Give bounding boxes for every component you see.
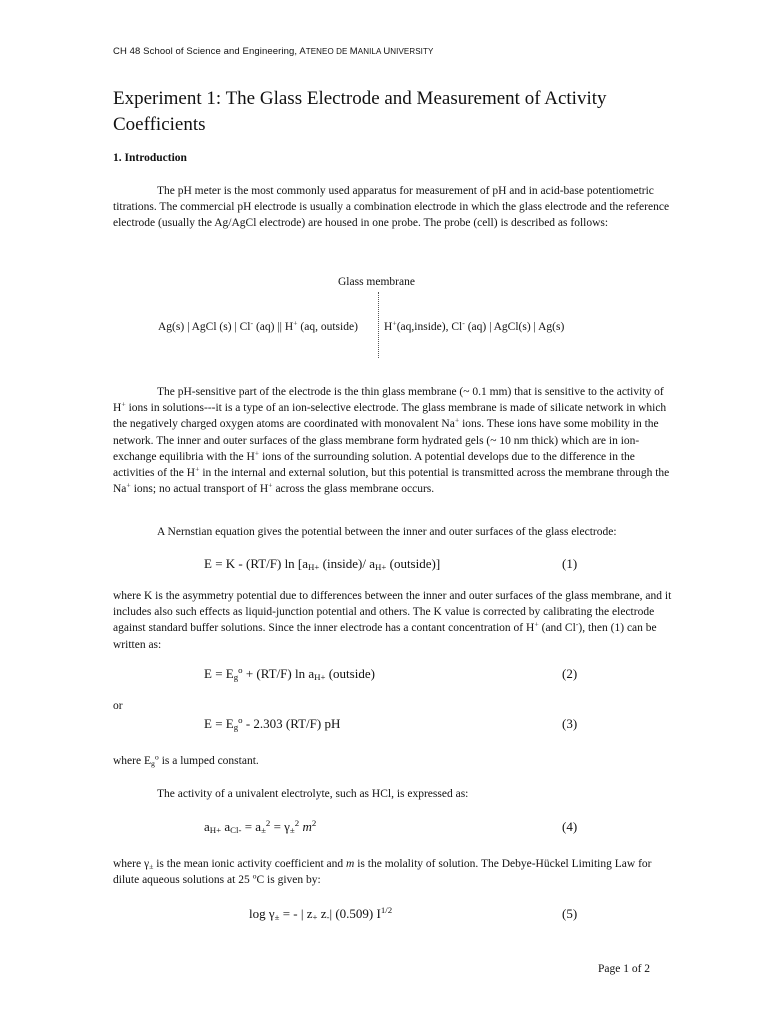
or-text: or (113, 700, 123, 712)
cell-notation-right: H+(aq,inside), Cl- (aq) | AgCl(s) | Ag(s) (384, 318, 565, 333)
equation-4: $a_{H+}$ $a_{Cl-} = a_\pm^2 = \gamma_\pm^2$ $m^2$ (204, 818, 317, 836)
asymmetry-paragraph: where K is the asymmetry potential due to differences between the inner and outer surfaces of the glass membrane, and it includes also such effects as liquid-junction potential and others. The K value is corrected by calibrating the electrode against standard buffer solutions. Since the inner electrode has a contant concentration of H+ (and Cl-), then (1) can be written as: (113, 590, 672, 651)
cell-notation-left: Ag(s) | AgCl (s) | Cl- (aq) || H+ (aq, outside) (158, 318, 358, 333)
debye-huckel-paragraph: where $\gamma_\pm$ is the mean ionic activity coefficient and m is the molality of solution. The Debye-Hückel Limiting Law for dilute aqueous solutions at 25 $^o$C is given by: (113, 858, 652, 887)
equation-4-number: (4) (562, 819, 578, 834)
equation-1-number: (1) (562, 556, 578, 571)
nernst-intro-paragraph: A Nernstian equation gives the potential between the inner and outer surfaces of the glass electrode: (157, 526, 617, 538)
header-course: CH 48 School of Science and Engineering, (113, 46, 300, 57)
activity-paragraph: The activity of a univalent electrolyte, such as HCl, is expressed as: (157, 788, 469, 800)
glass-membrane-caption: Glass membrane (338, 276, 415, 288)
glass-membrane-paragraph: The pH-sensitive part of the electrode is the thin glass membrane (~ 0.1 mm) that is sensitive to the activity of H+ ions in solutions---it is a type of an ion-selective electrode. The glass membrane is made of silicate network in which the negatively charged oxygen atoms are coordinated with monovalent Na+ ions. These ions have some mobility in the network. The inner and outer surfaces of the glass membrane form hydrated gels (~ 10 nm thick) which are in ion-exchange equilibria with the H+ ions of the surrounding solution. A potential develops due to the difference in the activities of the H+ in the internal and external solution, but this potential is transmitted across the membrane through the Na+ ions; no actual transport of H+ across the glass membrane occurs. (113, 386, 670, 496)
equation-2-number: (2) (562, 666, 578, 681)
page-header: CH 48 School of Science and Engineering, ATENEO DE MANILA UNIVERSITY (113, 46, 434, 57)
page-number: Page 1 of 2 (598, 963, 651, 975)
equation-1: E = K - (RT/F) $\ln [a_{H+}$ (inside)/ $a_{H+}$ (outside)] (204, 556, 441, 573)
equation-2: $E = E_g^o + (RT/F)$ $\ln a_{H+}$ (outside) (204, 665, 375, 683)
equation-5-number: (5) (562, 906, 578, 921)
document-title: Experiment 1: The Glass Electrode and Measurement of Activity Coefficients (113, 88, 607, 135)
lumped-constant-text: where $E_g^o$ is a lumped constant. (113, 752, 259, 768)
equation-5: $\log \gamma_\pm$ = - | $z_+$ $z_-|$ (0.509) $I^{1/2}$ (249, 905, 393, 923)
intro-paragraph: The pH meter is the most commonly used apparatus for measurement of pH and in acid-base potentiometric titrations. The commercial pH electrode is usually a combination electrode in which the glass electrode and the reference electrode (usually the Ag/AgCl electrode) are housed in one probe. The probe (cell) is described as follows: (113, 185, 670, 230)
equation-3-number: (3) (562, 716, 578, 731)
membrane-divider (378, 292, 379, 358)
section-heading: 1. Introduction (113, 152, 187, 164)
equation-3: $E = E_g^o - 2.303$ (RT/F) pH (204, 715, 341, 733)
